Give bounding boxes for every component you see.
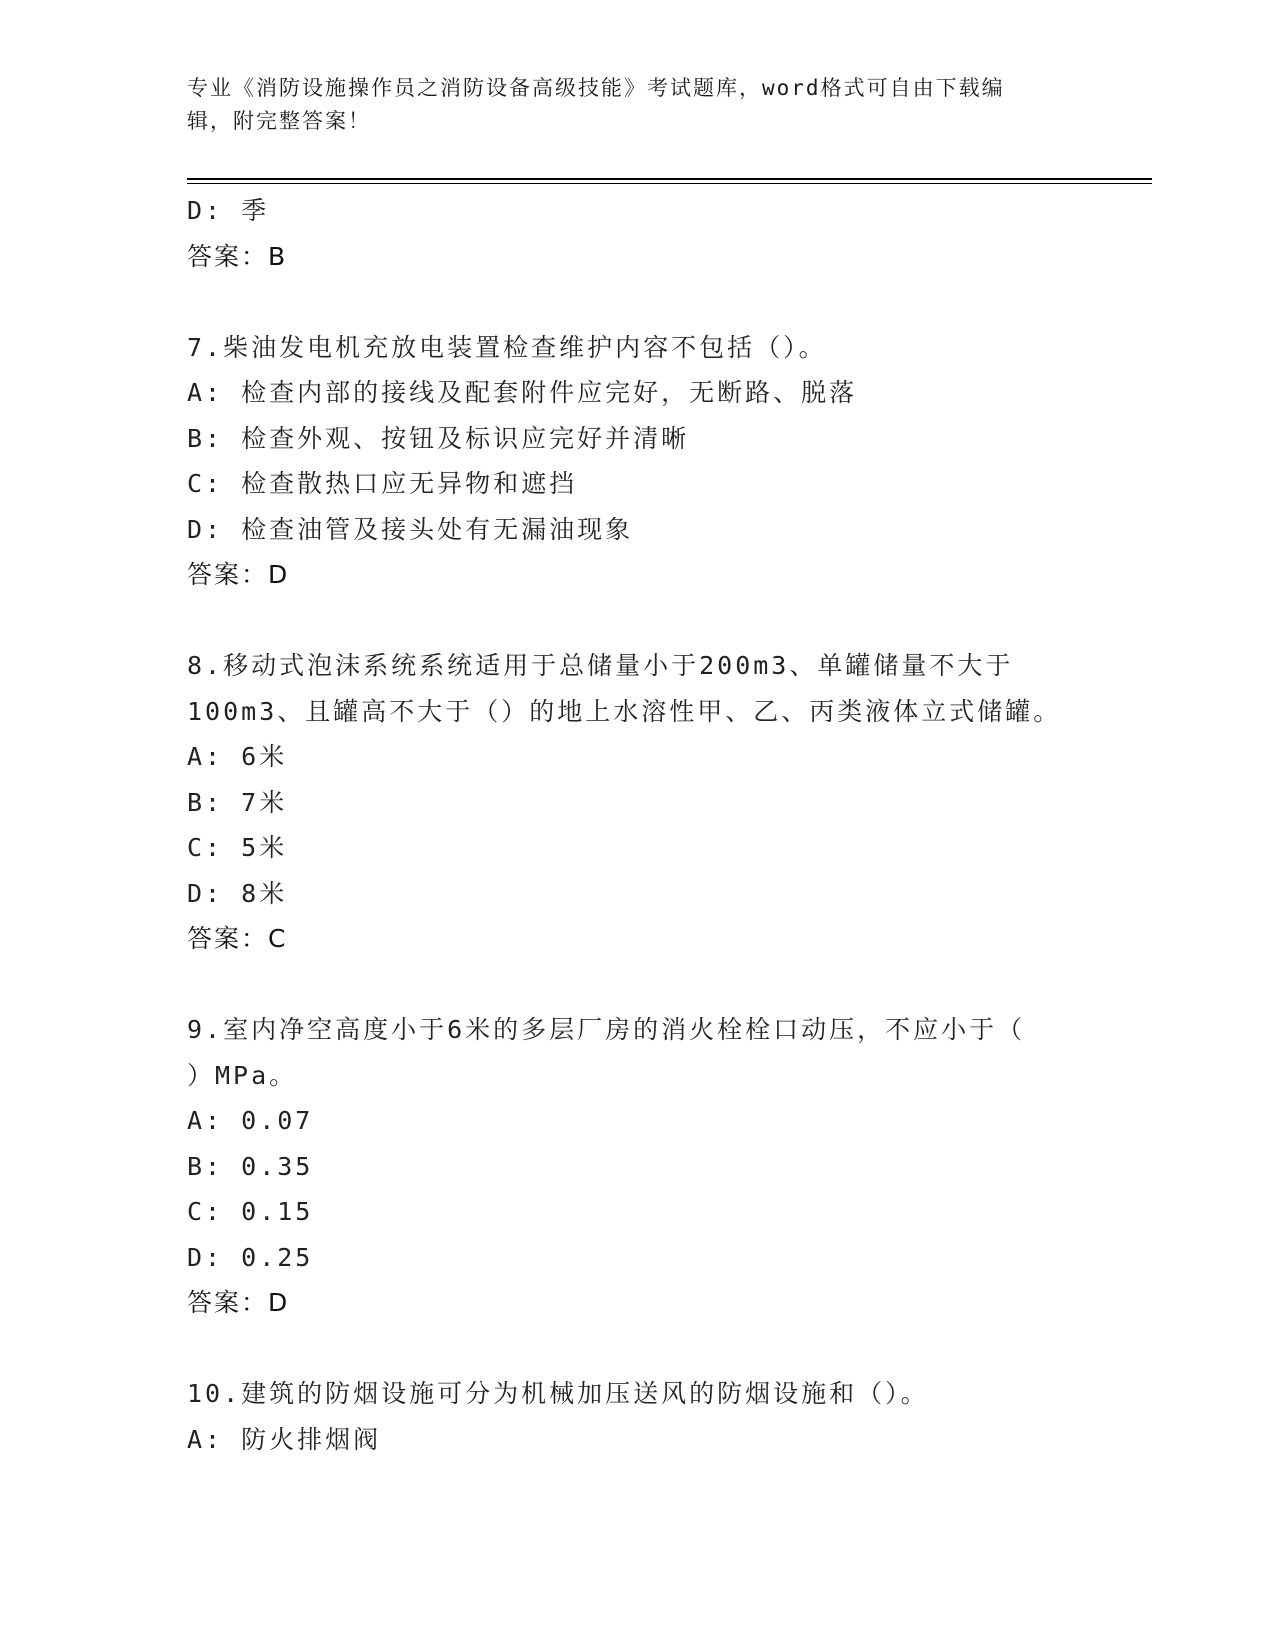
option-c: C: 5米 [187,833,288,862]
option-d: D: 0.25 [187,1242,314,1272]
answer: 答案：D [187,1288,290,1317]
header-divider-thin [187,183,1152,184]
question-10 [187,1371,1087,1462]
answer: 答案：D [187,560,290,589]
spacer [187,1326,1087,1372]
spacer [187,279,1087,325]
previous-question-tail [187,188,1087,279]
question-7 [187,325,1087,598]
option-d: D: 季 [187,196,270,225]
option-a: A: 0.07 [187,1106,314,1135]
option-b: B: 7米 [187,787,288,817]
question-list [187,188,1087,1462]
spacer [187,598,1087,644]
option-c: C: 检查散热口应无异物和遮挡 [187,469,578,498]
question-stem-continued: ）MPa。 [187,1060,298,1090]
option-a: A: 防火排烟阀 [187,1424,382,1454]
header-text-line-1: 专业《消防设施操作员之消防设备高级技能》考试题库，word格式可自由下载编 [187,76,1005,100]
header-text-line-2: 辑，附完整答案！ [187,109,371,133]
question-8 [187,643,1087,962]
question-stem: 8.移动式泡沫系统系统适用于总储量小于200m3、单罐储量不大于 [187,651,1014,680]
answer: 答案：B [187,241,288,271]
question-stem: 10.建筑的防烟设施可分为机械加压送风的防烟设施和（）。 [187,1379,929,1408]
question-stem: 7.柴油发电机充放电装置检查维护内容不包括（）。 [187,332,827,362]
header-divider-thick [187,178,1152,180]
page-header [187,72,1067,138]
question-stem: 9.室内净空高度小于6米的多层厂房的消火栓栓口动压，不应小于（ [187,1015,1026,1044]
option-b: B: 检查外观、按钮及标识应完好并清晰 [187,423,690,453]
option-d: D: 8米 [187,878,288,908]
option-c: C: 0.15 [187,1197,314,1226]
option-a: A: 6米 [187,742,288,771]
question-stem-continued: 100m3、且罐高不大于（）的地上水溶性甲、乙、丙类液体立式储罐。 [187,696,1062,726]
spacer [187,962,1087,1008]
answer: 答案：C [187,924,288,953]
option-b: B: 0.35 [187,1151,314,1181]
option-a: A: 检查内部的接线及配套附件应完好，无断路、脱落 [187,378,858,407]
question-9 [187,1007,1087,1326]
option-d: D: 检查油管及接头处有无漏油现象 [187,514,634,544]
